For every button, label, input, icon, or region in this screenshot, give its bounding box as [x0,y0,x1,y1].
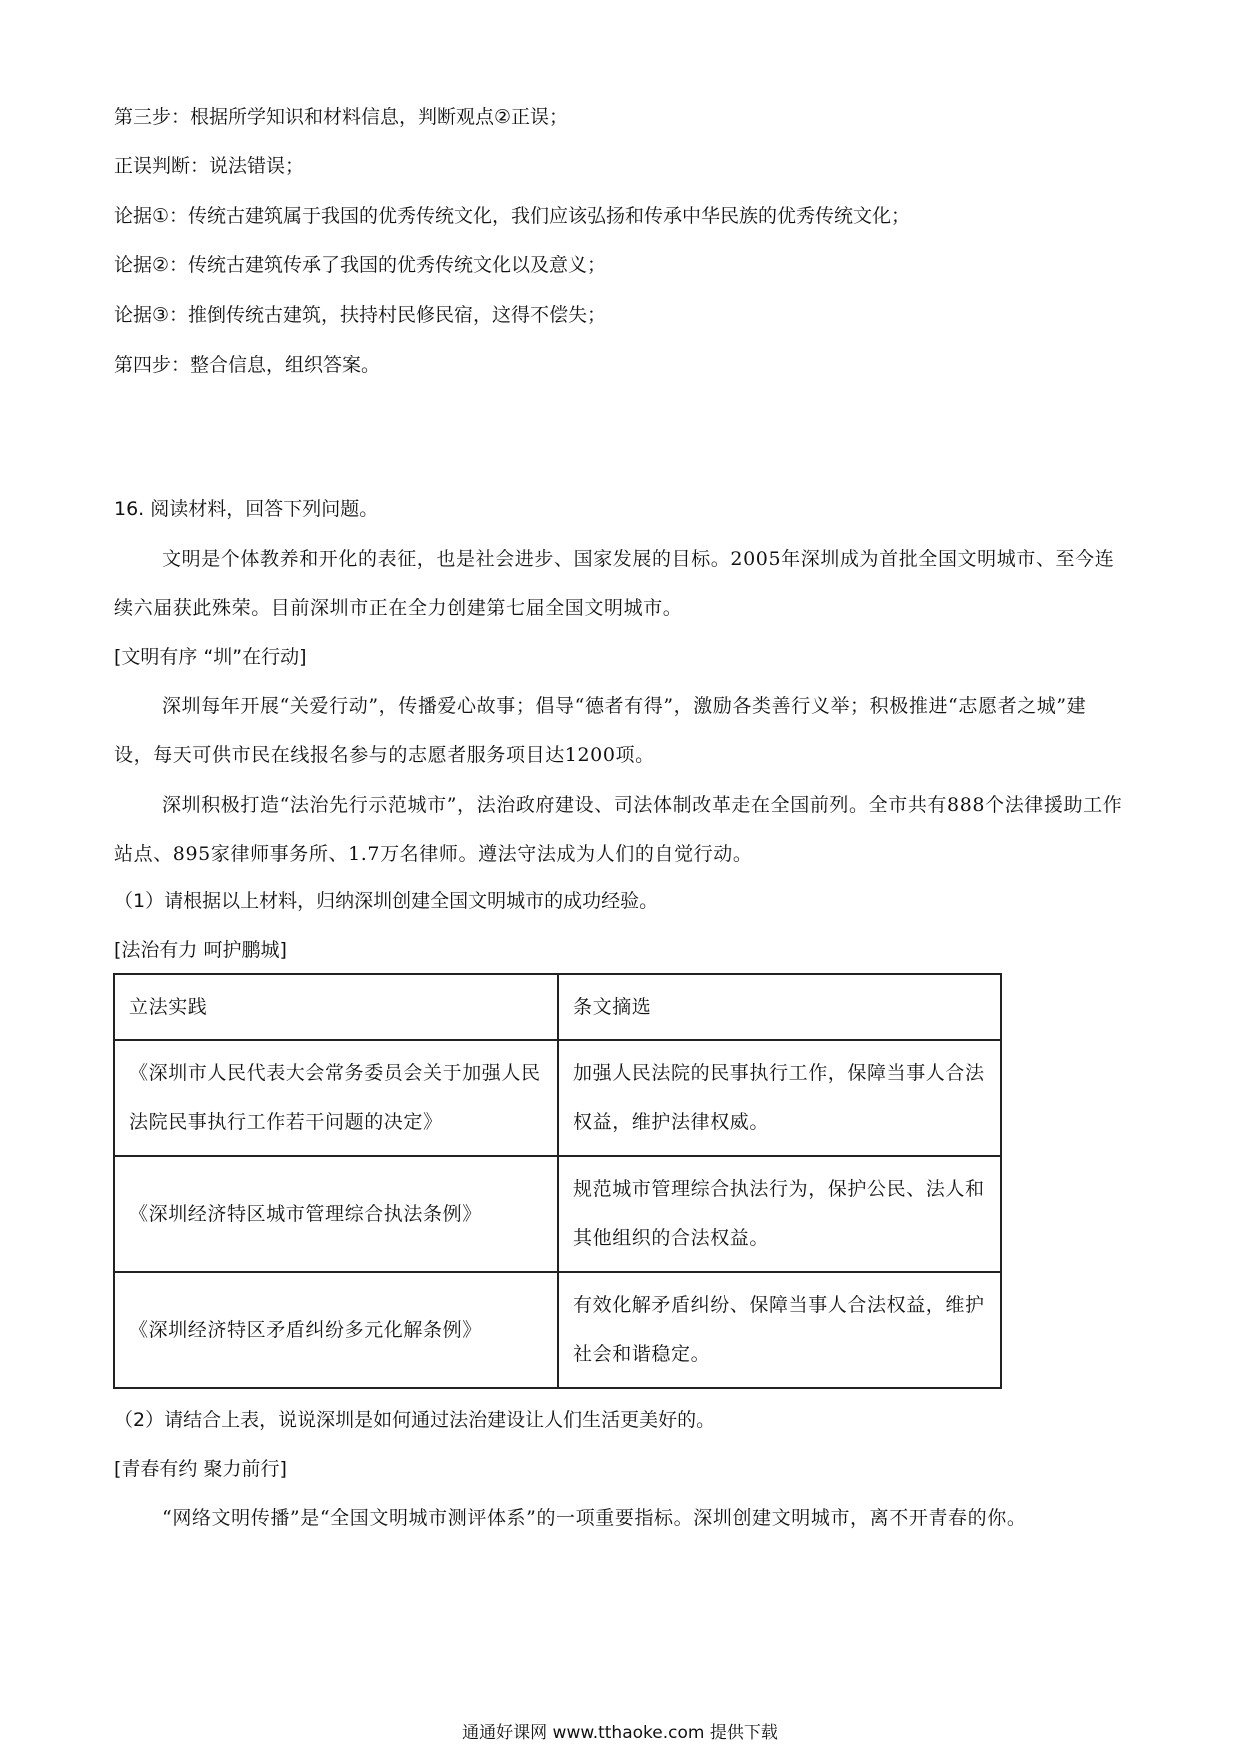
step4-line: 第四步：整合信息，组织答案。 [114,354,381,376]
table-row [114,1272,1001,1388]
section1-heading: [文明有序 “圳”在行动] [114,646,307,668]
table-header-row [114,974,1001,1040]
sub-question-2: （2）请结合上表，说说深圳是如何通过法治建设让人们生活更美好的。 [114,1409,716,1431]
table-header-cell: 条文摘选 [558,974,1001,1040]
youth-paragraph: “网络文明传播”是“全国文明城市测评体系”的一项重要指标。深圳创建文明城市，离不开青春的你。 [162,1507,1027,1529]
argument3-line: 论据③：推倒传统古建筑，扶持村民修民宿，这得不偿失； [114,304,607,326]
table-cell-law: 《深圳市人民代表大会常务委员会关于加强人民法院民事执行工作若干问题的决定》 [114,1040,558,1156]
table-row [114,1156,1001,1272]
table-cell-excerpt: 有效化解矛盾纠纷、保障当事人合法权益，维护社会和谐稳定。 [558,1272,1001,1388]
table-header-cell: 立法实践 [114,974,558,1040]
table-cell-law: 《深圳经济特区矛盾纠纷多元化解条例》 [114,1272,558,1388]
legislation-table [113,973,1002,1389]
rule-of-law-paragraph: 深圳积极打造“法治先行示范城市”，法治政府建设、司法体制改革走在全国前列。全市共有888个法律援助工作站点、895家律师事务所、1.7万名律师。遵法守法成为人们的自觉行动。 [114,794,1123,865]
footer-text: 通通好课网 www.tthaoke.com 提供下载 [462,1723,778,1743]
step3-line: 第三步：根据所学知识和材料信息，判断观点②正误； [114,106,569,128]
section3-heading: [青春有约 聚力前行] [114,1458,287,1480]
table-row [114,1040,1001,1156]
argument2-line: 论据②：传统古建筑传承了我国的优秀传统文化以及意义； [114,254,607,276]
sub-question-1: （1）请根据以上材料，归纳深圳创建全国文明城市的成功经验。 [114,890,659,912]
volunteer-paragraph: 深圳每年开展“关爱行动”，传播爱心故事；倡导“德者有得”，激励各类善行义举；积极推进“志愿者之城”建设，每天可供市民在线报名参与的志愿者服务项目达1200项。 [114,695,1087,766]
intro-paragraph: 文明是个体教养和开化的表征，也是社会进步、国家发展的目标。2005年深圳成为首批全国文明城市、至今连续六届获此殊荣。目前深圳市正在全力创建第七届全国文明城市。 [114,548,1115,619]
judgement-line: 正误判断：说法错误； [114,155,305,177]
table-cell-excerpt: 加强人民法院的民事执行工作，保障当事人合法权益，维护法律权威。 [558,1040,1001,1156]
argument1-line: 论据①：传统古建筑属于我国的优秀传统文化，我们应该弘扬和传承中华民族的优秀传统文化； [114,205,911,227]
section2-heading: [法治有力 呵护鹏城] [114,939,287,961]
question16-title: 16. 阅读材料，回答下列问题。 [114,498,379,520]
table-cell-law: 《深圳经济特区城市管理综合执法条例》 [114,1156,558,1272]
table-cell-excerpt: 规范城市管理综合执法行为，保护公民、法人和其他组织的合法权益。 [558,1156,1001,1272]
